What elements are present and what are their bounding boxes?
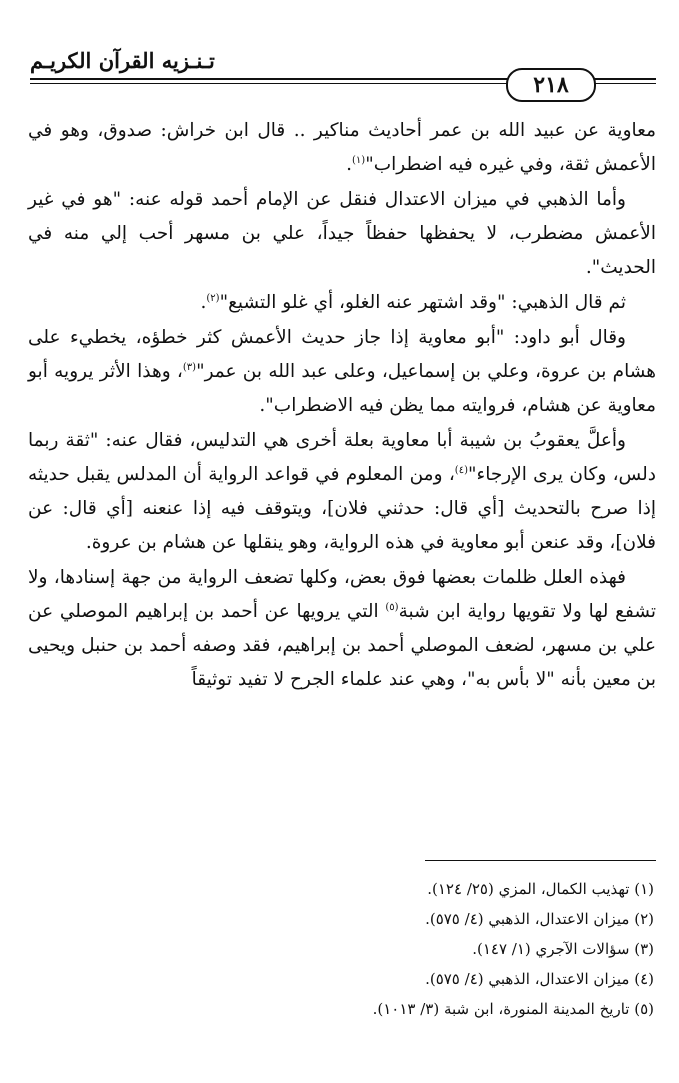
- footnotes: [28, 874, 654, 1024]
- footnote-ref: (٣): [182, 361, 197, 373]
- paragraph: وأعلَّ يعقوبُ بن شيبة أبا معاوية بعلة أخرى هي التدليس، فقال عنه: "ثقة ربما دلس، وكان يرى الإرجاء"$^{(٤)}$، ومن المعلوم في قواعد الرواية أن المدلس يقبل حديثه إذا صرح بالتحديث [أي قال: حدثني فلان]، ويتوقف فيه إذا عنعنه [أي قال: عن فلان]، وقد عنعن أبو معاوية في هذه الرواية، وهو ينقلها عن هشام بن عروة.: [28, 430, 657, 553]
- footnote-separator: [425, 860, 656, 861]
- footnote-ref: (٤): [454, 464, 468, 476]
- footnote-ref: (٢): [206, 292, 220, 304]
- running-head-title: تـنـزيه القرآن الكريـم: [30, 48, 215, 73]
- footnote: (٢) ميزان الاعتدال، الذهبي (٤/ ٥٧٥).: [425, 910, 654, 928]
- footnote: (٤) ميزان الاعتدال، الذهبي (٤/ ٥٧٥).: [425, 970, 654, 988]
- footnote: (٣) سؤالات الآجري (١/ ١٤٧).: [472, 940, 654, 958]
- page-number: ٢١٨: [506, 68, 596, 102]
- footnote: (٥) تاريخ المدينة المنورة، ابن شبة (٣/ ١٠١٣).: [372, 1000, 654, 1018]
- footnote: (١) تهذيب الكمال، المزي (٢٥/ ١٢٤).: [427, 880, 654, 898]
- paragraph: فهذه العلل ظلمات بعضها فوق بعض، وكلها تضعف الرواية من جهة إسنادها، ولا تشفع لها ولا تقويها رواية ابن شبة$^{(٥)}$ التي يرويها عن أحمد بن إبراهيم الموصلي عن علي بن مسهر، لضعف الموصلي أحمد بن إبراهيم، فقد وصفه أحمد بن حنبل ويحيى بن معين بأنه "لا بأس به"، وهي عند علماء الجرح لا تفيد توثيقاً: [28, 567, 656, 690]
- paragraph: معاوية عن عبيد الله بن عمر أحاديث مناكير .. قال ابن خراش: صدوق، وهو في الأعمش ثقة، وفي غيره فيه اضطراب"$^{(١)}$.: [28, 120, 656, 175]
- paragraph: ثم قال الذهبي: "وقد اشتهر عنه الغلو، أي غلو التشيع"$^{(٢)}$.: [200, 292, 626, 313]
- footnote-ref: (٥): [385, 601, 399, 613]
- paragraph: وأما الذهبي في ميزان الاعتدال فنقل عن الإمام أحمد قوله عنه: "هو في غير الأعمش مضطرب، لا يحفظها حفظاً جيداً، علي بن مسهر أحب إلي منه في الحديث".: [28, 189, 656, 278]
- body-text: [28, 114, 656, 698]
- paragraph: وقال أبو داود: "أبو معاوية إذا جاز حديث الأعمش كثر خطؤه، يخطيء على هشام بن عروة، وعلي بن إسماعيل، وعلى عبد الله بن عمر"$^{(٣)}$، وهذا الأثر يرويه أبو معاوية عن هشام، فروايته مما يظن فيه الاضطراب".: [28, 327, 656, 416]
- footnote-ref: (١): [352, 154, 366, 166]
